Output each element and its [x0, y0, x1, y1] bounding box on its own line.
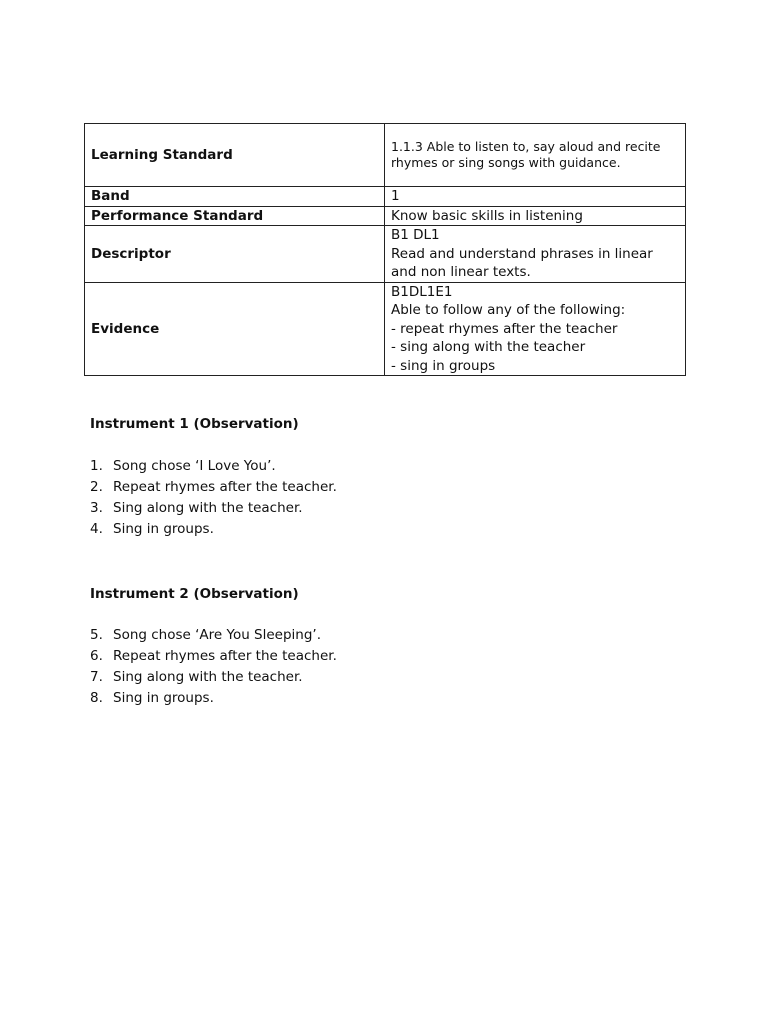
row-label: Descriptor	[85, 226, 385, 283]
row-label: Evidence	[85, 282, 385, 376]
item-number: 5.	[90, 627, 103, 643]
value-line: Read and understand phrases in linear	[391, 245, 653, 262]
item-text: Repeat rhymes after the teacher.	[113, 479, 337, 495]
value-line: B1DL1E1	[391, 283, 453, 300]
list-item	[90, 625, 337, 646]
list-item	[90, 498, 337, 519]
table-row-evidence	[85, 282, 686, 376]
table-row-descriptor	[85, 226, 686, 283]
item-number: 2.	[90, 479, 103, 495]
value-line: B1 DL1	[391, 227, 440, 243]
instrument-2-list	[90, 625, 337, 709]
standards-table	[84, 123, 686, 376]
list-item	[90, 477, 337, 498]
instrument-1-list	[90, 456, 337, 540]
item-number: 1.	[90, 458, 103, 474]
value-line: Know basic skills in listening	[391, 207, 583, 224]
table-row-learning-standard	[85, 124, 686, 187]
item-text: Sing in groups.	[113, 521, 214, 537]
row-value	[385, 282, 686, 376]
value-line: 1.1.3 Able to listen to, say aloud and recite	[391, 138, 661, 154]
row-value	[385, 226, 686, 283]
item-number: 4.	[90, 521, 103, 537]
value-line: - sing in groups	[391, 357, 496, 374]
row-value	[385, 187, 686, 207]
item-text: Repeat rhymes after the teacher.	[113, 648, 337, 664]
value-line: rhymes or sing songs with guidance.	[391, 155, 621, 170]
item-text: Song chose ‘Are You Sleeping’.	[113, 627, 322, 643]
row-label: Band	[85, 187, 385, 207]
list-item	[90, 456, 337, 477]
item-text: Sing along with the teacher.	[113, 669, 303, 685]
list-item	[90, 646, 337, 667]
list-item	[90, 667, 337, 688]
list-item	[90, 688, 337, 709]
item-number: 6.	[90, 648, 103, 664]
list-item	[90, 519, 337, 540]
row-label: Performance Standard	[85, 206, 385, 226]
row-value	[385, 206, 686, 226]
instrument-1-heading: Instrument 1 (Observation)	[90, 416, 299, 432]
item-number: 3.	[90, 500, 103, 516]
value-line: and non linear texts.	[391, 264, 531, 280]
item-number: 7.	[90, 669, 103, 685]
table-row-performance-standard	[85, 206, 686, 226]
table-row-band	[85, 187, 686, 207]
value-line: Able to follow any of the following:	[391, 302, 626, 318]
row-value	[385, 124, 686, 187]
item-text: Song chose ‘I Love You’.	[113, 458, 276, 474]
item-text: Sing in groups.	[113, 690, 214, 706]
value-line: - sing along with the teacher	[391, 339, 586, 355]
instrument-2-heading: Instrument 2 (Observation)	[90, 586, 299, 602]
item-text: Sing along with the teacher.	[113, 500, 303, 516]
item-number: 8.	[90, 690, 103, 706]
value-line: 1	[391, 188, 400, 204]
row-label: Learning Standard	[85, 124, 385, 187]
value-line: - repeat rhymes after the teacher	[391, 320, 618, 337]
